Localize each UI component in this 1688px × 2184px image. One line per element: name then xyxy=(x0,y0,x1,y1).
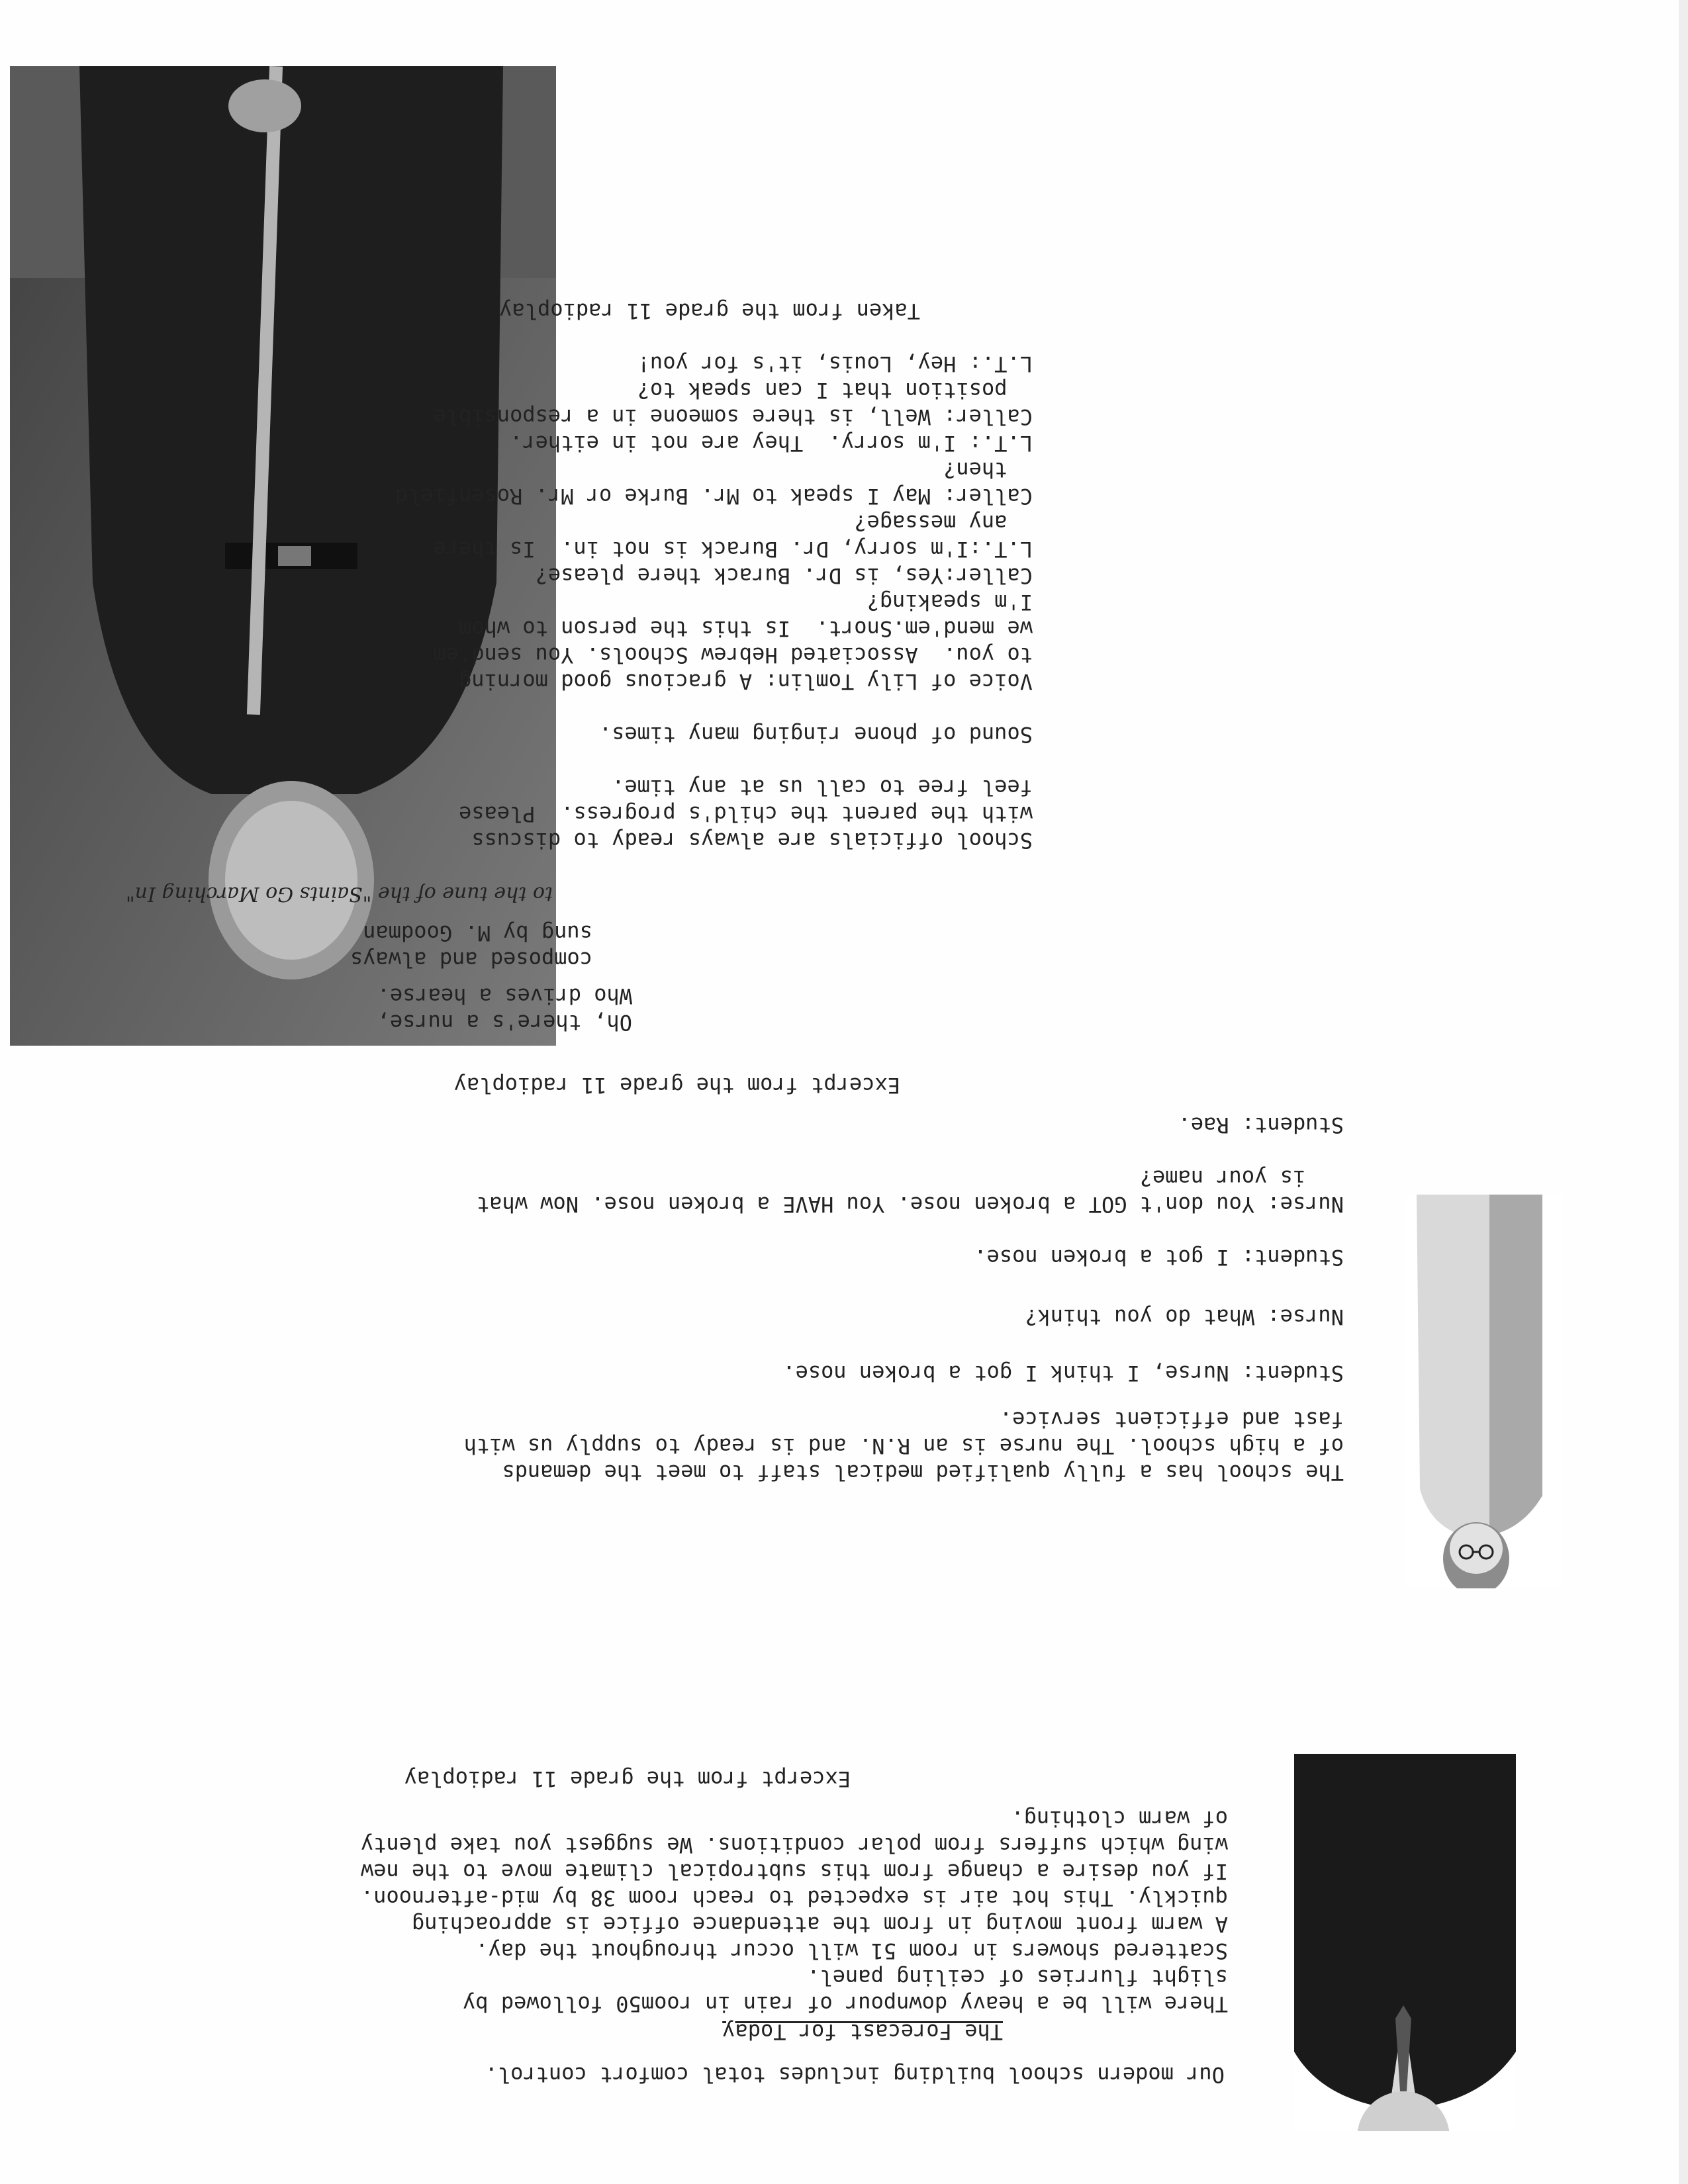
script-line: to you. Associated Hebrew Schools. You send'em xyxy=(433,643,1033,668)
dialogue-line: Nurse: What do you think? xyxy=(1025,1304,1344,1330)
forecast-title: The Forecast for Today xyxy=(722,2019,1003,2044)
song-line: Oh, there's a nurse, xyxy=(377,1010,632,1035)
forecast-line: slight flurries of ceiling panel. xyxy=(807,1965,1228,1990)
nurse-intro-line: The school has a fully qualified medical staff to meet the demands xyxy=(502,1460,1344,1485)
phone-intro-line: with the parent the child's progress. Please xyxy=(459,801,1033,827)
photo-nurse xyxy=(1407,1195,1562,1588)
dialogue-line: Student: Rae. xyxy=(1178,1113,1344,1138)
forecast-line: If you desire a change from this subtropical climate move to the new xyxy=(360,1859,1228,1884)
forecast-line: of warm clothing. xyxy=(1011,1806,1228,1831)
forecast-line: wing which suffers from polar conditions. We suggest you take plenty xyxy=(360,1833,1228,1858)
phone-source: Taken from the grade 11 radioplay xyxy=(499,298,920,324)
nurse-intro-line: of a high school. The nurse is an R.N. and is ready to supply us with xyxy=(463,1433,1344,1459)
script-line: we mend'em.Snort. Is this the person to whom xyxy=(459,616,1033,641)
song-line: composed and always xyxy=(350,947,592,972)
script-line: Caller: Well, is there someone in a responsible xyxy=(433,404,1033,430)
script-line: L.T.: I'm sorry. They are not in either. xyxy=(510,431,1033,456)
script-line: Caller: May I speak to Mr. Burke or Mr. Rosenfield xyxy=(395,484,1033,509)
forecast-source: Excerpt from the grade 11 radioplay xyxy=(404,1766,851,1792)
forecast-line: A warm front moving in from the attendance office is approaching xyxy=(412,1912,1228,1937)
script-line: Caller:Yes, is Dr. Burack there please? xyxy=(535,563,1033,588)
forecast-line: There will be a heavy downpour of rain in room50 followed by xyxy=(463,1991,1228,2017)
forecast-line: Scattered showers in room 51 will occur throughout the day. xyxy=(475,1938,1228,1964)
nurse-source: Excerpt from the grade 11 radioplay xyxy=(453,1073,900,1098)
script-line: Sound of phone ringing many times. xyxy=(598,722,1033,747)
phone-intro-line: School officials are always ready to discuss xyxy=(471,828,1033,853)
dialogue-line: Nurse: You don't GOT a broken nose. You HAVE a broken nose. Now what xyxy=(476,1192,1344,1217)
photo-man-in-suit xyxy=(1294,1754,1516,2131)
comfort-heading: Our modern school building includes total comfort control. xyxy=(485,2062,1225,2087)
song-tune-note: to the tune of the "Saints Go Marching In" xyxy=(125,882,553,905)
dialogue-line: Student: Nurse, I think I got a broken nose. xyxy=(782,1361,1344,1386)
script-line: I'm speaking? xyxy=(867,590,1033,615)
dialogue-line: is your name? xyxy=(1139,1165,1344,1191)
dialogue-line: Student: I got a broken nose. xyxy=(974,1245,1344,1270)
page-edge xyxy=(1679,0,1688,2184)
song-line: sung by M. Goodman xyxy=(363,921,592,946)
phone-intro-line: feel free to call us at any time. xyxy=(612,775,1033,800)
script-line: Voice of Lily Tomlin: A gracious good morning xyxy=(459,669,1033,694)
song-line: Who drives a hearse. xyxy=(377,983,632,1009)
script-line: any message? xyxy=(854,510,1033,535)
nurse-intro-line: fast and efficient service. xyxy=(999,1407,1344,1432)
script-line: then? xyxy=(943,457,1033,482)
script-line: L.T.: Hey, Louis, it's for you! xyxy=(637,351,1033,377)
script-line: L.T.:I'm sorry, Dr. Burack is not in. Is there xyxy=(433,537,1033,562)
forecast-line: quickly. This hot air is expected to reach room 38 by mid-afternoon. xyxy=(360,1886,1228,1911)
script-line: position that I can speak to? xyxy=(637,378,1033,403)
